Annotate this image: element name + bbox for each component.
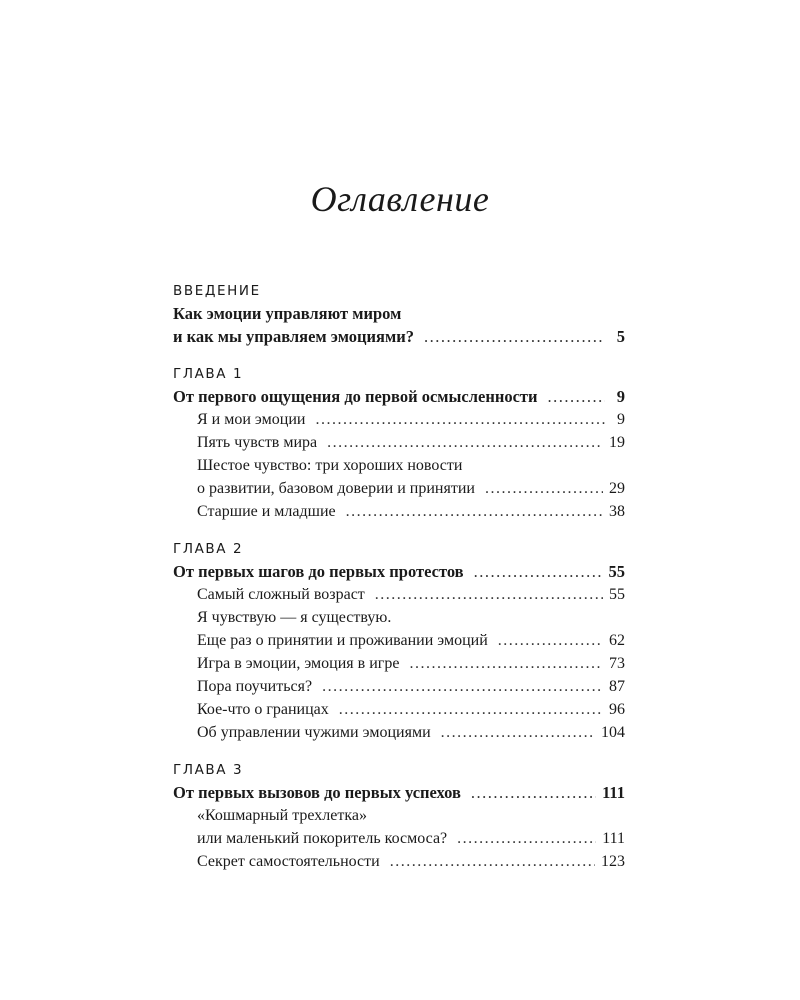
dot-leader xyxy=(346,500,603,523)
chapter-title: От первых вызовов до первых успехов xyxy=(173,783,461,802)
toc-entry[interactable] xyxy=(173,477,625,500)
toc-entry[interactable] xyxy=(173,408,625,431)
table-of-contents xyxy=(173,280,625,888)
page-number: 29 xyxy=(609,480,625,497)
entry-title: Секрет самостоятельности xyxy=(197,853,380,870)
toc-entry[interactable] xyxy=(173,560,625,583)
toc-entry[interactable] xyxy=(173,431,625,454)
toc-entry[interactable] xyxy=(173,850,625,873)
section-label: ГЛАВА 1 xyxy=(173,366,244,382)
page-title: Оглавление xyxy=(310,179,490,219)
toc-entry[interactable] xyxy=(173,629,625,652)
page-number: 87 xyxy=(609,678,625,695)
dot-leader xyxy=(390,850,595,873)
section-chapter-2 xyxy=(173,538,625,744)
page-number: 19 xyxy=(609,434,625,451)
section-label: ГЛАВА 2 xyxy=(173,541,244,557)
entry-title: Игра в эмоции, эмоция в игре xyxy=(197,655,400,672)
page-number: 111 xyxy=(602,783,625,802)
dot-leader xyxy=(375,583,603,606)
toc-entry[interactable] xyxy=(173,302,625,325)
page-number: 5 xyxy=(616,327,625,346)
dot-leader xyxy=(327,431,603,454)
entry-title: и как мы управляем эмоциями? xyxy=(173,327,414,346)
entry-title: Старшие и младшие xyxy=(197,503,336,520)
entry-title: Шестое чувство: три хороших новости xyxy=(197,457,463,474)
page-number: 62 xyxy=(609,632,625,649)
dot-leader xyxy=(474,560,603,583)
entry-title: Пять чувств мира xyxy=(197,434,318,451)
toc-entry[interactable] xyxy=(173,827,625,850)
page-number: 111 xyxy=(602,830,625,847)
entry-title: Как эмоции управляют миром xyxy=(173,304,402,323)
toc-entry[interactable] xyxy=(173,698,625,721)
toc-entry[interactable] xyxy=(173,385,625,408)
page-number: 55 xyxy=(608,562,625,581)
entry-title: Я и мои эмоции xyxy=(197,411,306,428)
entry-title: о развитии, базовом доверии и принятии xyxy=(197,480,475,497)
dot-leader xyxy=(339,698,603,721)
page-number: 9 xyxy=(616,387,625,406)
dot-leader xyxy=(457,827,596,850)
dot-leader xyxy=(485,477,603,500)
toc-entry[interactable] xyxy=(173,500,625,523)
entry-title: или маленький покоритель космоса? xyxy=(197,830,448,847)
toc-entry[interactable] xyxy=(173,325,625,348)
section-chapter-3 xyxy=(173,759,625,873)
dot-leader xyxy=(322,675,603,698)
toc-entry[interactable] xyxy=(173,652,625,675)
entry-title: «Кошмарный трехлетка» xyxy=(197,807,367,824)
page-number: 96 xyxy=(609,701,625,718)
section-label: ГЛАВА 3 xyxy=(173,762,244,778)
entry-title: Пора поучиться? xyxy=(197,678,313,695)
dot-leader xyxy=(471,781,596,804)
entry-title: Кое-что о границах xyxy=(197,701,329,718)
dot-leader xyxy=(315,408,605,431)
toc-entry[interactable] xyxy=(173,721,625,744)
entry-title: Самый сложный возраст xyxy=(197,586,365,603)
chapter-title: От первого ощущения до первой осмысленности xyxy=(173,387,538,406)
toc-entry[interactable] xyxy=(173,583,625,606)
page-number: 123 xyxy=(601,853,625,870)
toc-entry[interactable] xyxy=(173,675,625,698)
dot-leader xyxy=(441,721,595,744)
chapter-title: От первых шагов до первых протестов xyxy=(173,562,464,581)
dot-leader xyxy=(548,385,605,408)
dot-leader xyxy=(498,629,603,652)
page-number: 73 xyxy=(609,655,625,672)
section-label: ВВЕДЕНИЕ xyxy=(173,283,261,299)
page-number: 104 xyxy=(601,724,625,741)
entry-title: Об управлении чужими эмоциями xyxy=(197,724,431,741)
toc-entry[interactable] xyxy=(173,454,625,477)
entry-title: Я чувствую — я существую. xyxy=(197,609,392,626)
entry-title: Еще раз о принятии и проживании эмоций xyxy=(197,632,488,649)
section-chapter-1 xyxy=(173,363,625,523)
page-number: 38 xyxy=(609,503,625,520)
section-intro xyxy=(173,280,625,348)
page-number: 55 xyxy=(609,586,625,603)
page-number: 9 xyxy=(617,411,625,428)
dot-leader xyxy=(424,325,605,348)
toc-entry[interactable] xyxy=(173,804,625,827)
dot-leader xyxy=(409,652,603,675)
toc-entry[interactable] xyxy=(173,781,625,804)
toc-entry[interactable] xyxy=(173,606,625,629)
